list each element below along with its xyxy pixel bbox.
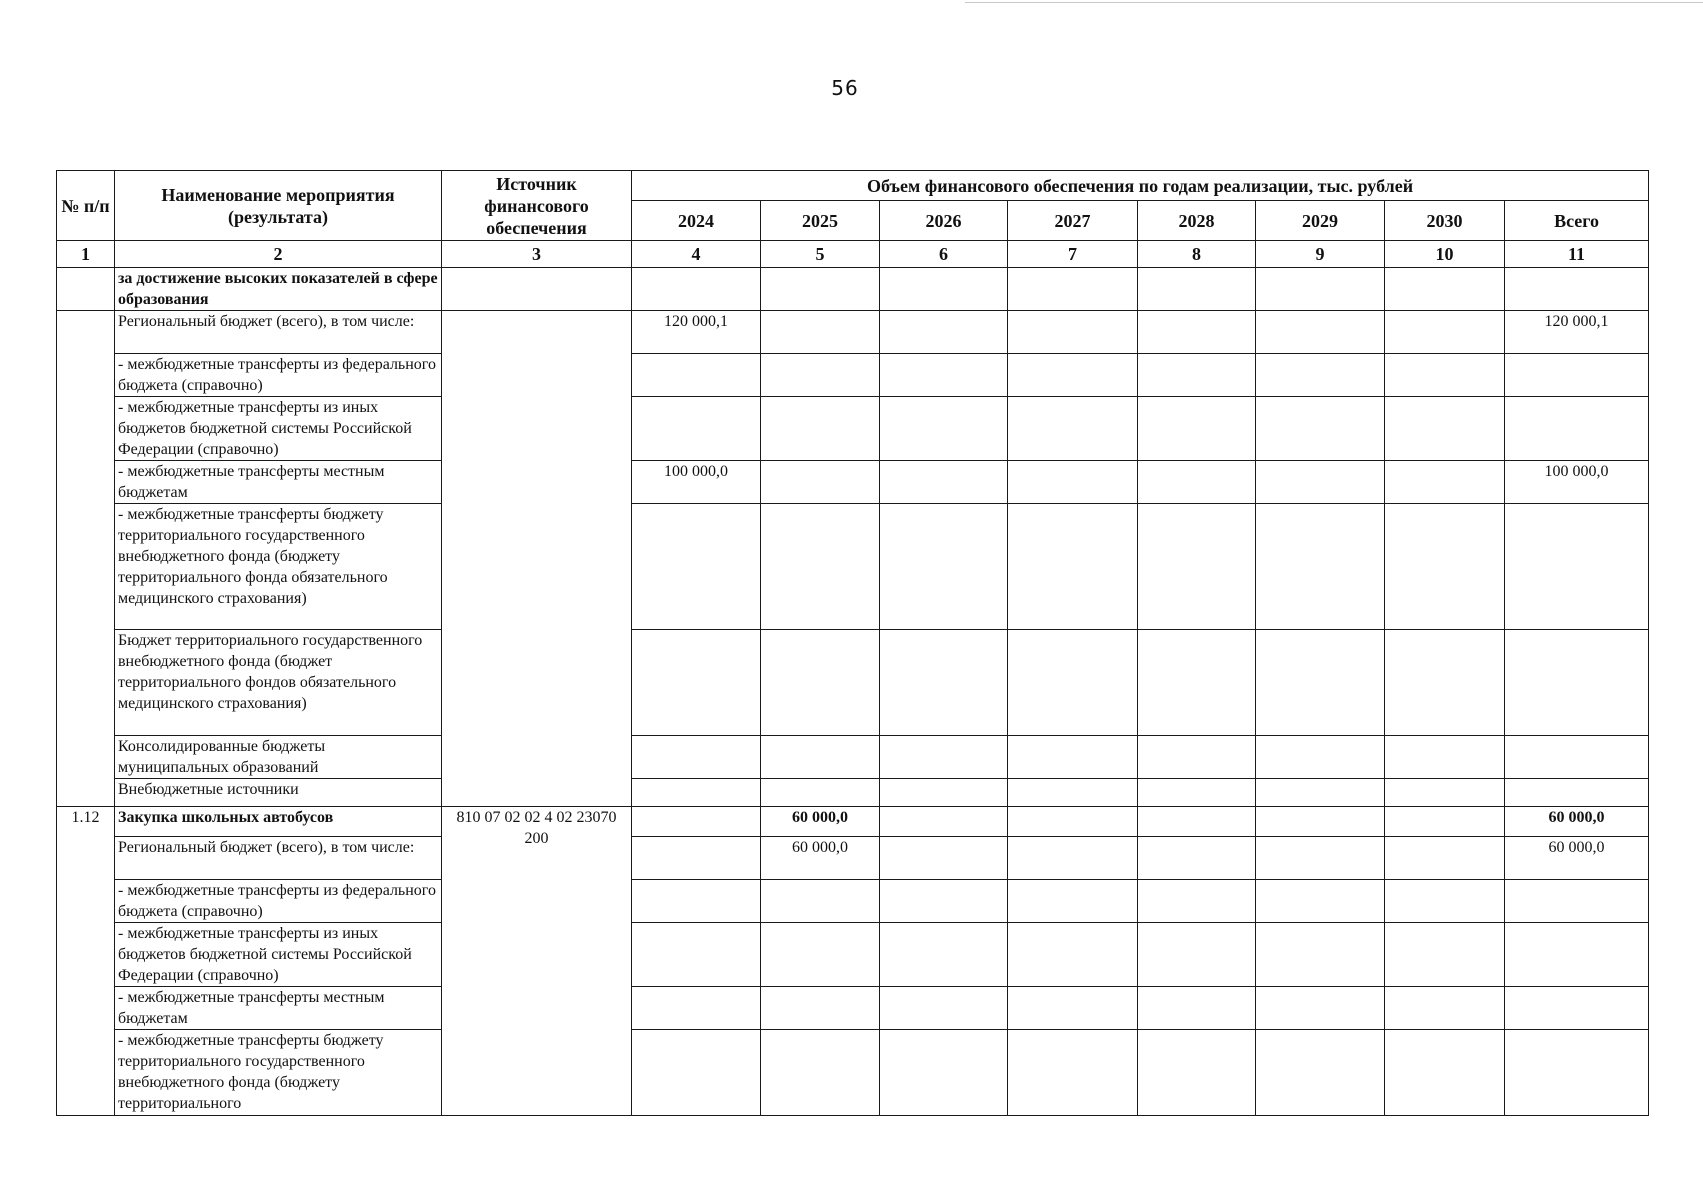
value-total: 60 000,0 — [1505, 807, 1649, 837]
value-total — [1505, 923, 1649, 987]
value-2025 — [761, 504, 880, 630]
value-2025: 60 000,0 — [761, 807, 880, 837]
row-name: - межбюджетные трансферты из федерального бюджета (справочно) — [115, 880, 442, 923]
value-total: 60 000,0 — [1505, 837, 1649, 880]
header-year-2024: 2024 — [632, 201, 761, 241]
row-name: - межбюджетные трансферты из иных бюджетов бюджетной системы Российской Федерации (справочно) — [115, 923, 442, 987]
value-2024: 100 000,0 — [632, 461, 761, 504]
value-total — [1505, 987, 1649, 1030]
table-row — [57, 268, 1649, 311]
column-number: 7 — [1008, 241, 1138, 268]
value-2025 — [761, 987, 880, 1030]
table-row — [57, 461, 1649, 504]
row-name: Региональный бюджет (всего), в том числе: — [115, 311, 442, 354]
value-2024: 120 000,1 — [632, 311, 761, 354]
header-name: Наименование мероприятия (результата) — [115, 171, 442, 241]
value-2025 — [761, 630, 880, 736]
row-name: Закупка школьных автобусов — [115, 807, 442, 837]
header-year-2025: 2025 — [761, 201, 880, 241]
row-name: Региональный бюджет (всего), в том числе: — [115, 837, 442, 880]
table-row — [57, 311, 1649, 354]
column-number: 6 — [880, 241, 1008, 268]
table-row — [57, 779, 1649, 807]
table-row — [57, 880, 1649, 923]
value-2024 — [632, 397, 761, 461]
value-2024 — [632, 736, 761, 779]
financing-table — [56, 170, 1649, 1116]
row-name: - межбюджетные трансферты бюджету территориального государственного внебюджетного фонда (бюджету территориального — [115, 1030, 442, 1116]
value-2025 — [761, 923, 880, 987]
table-row — [57, 504, 1649, 630]
table-row — [57, 807, 1649, 837]
value-total — [1505, 779, 1649, 807]
header-year-2028: 2028 — [1138, 201, 1256, 241]
value-2025 — [761, 311, 880, 354]
column-number: 10 — [1385, 241, 1505, 268]
table-row — [57, 630, 1649, 736]
value-2024 — [632, 1030, 761, 1116]
column-number: 4 — [632, 241, 761, 268]
source-code: 810 07 02 02 4 02 23070 200 — [442, 807, 632, 1116]
row-name: - межбюджетные трансферты из федерального бюджета (справочно) — [115, 354, 442, 397]
column-number-row — [57, 241, 1649, 268]
header-year-2029: 2029 — [1256, 201, 1385, 241]
value-2024 — [632, 880, 761, 923]
column-number: 8 — [1138, 241, 1256, 268]
value-2024 — [632, 504, 761, 630]
row-name: за достижение высоких показателей в сфере образования — [115, 268, 442, 311]
value-2024 — [632, 354, 761, 397]
table-row — [57, 397, 1649, 461]
header-year-2030: 2030 — [1385, 201, 1505, 241]
table-row — [57, 837, 1649, 880]
table-row — [57, 987, 1649, 1030]
value-2024 — [632, 923, 761, 987]
value-2024 — [632, 779, 761, 807]
source-cell — [442, 311, 632, 807]
table-row — [57, 1030, 1649, 1116]
header-source: Источник финансового обеспечения — [442, 171, 632, 241]
row-name: Бюджет территориального государственного внебюджетного фонда (бюджет территориального фондов обязательного медицинского страхования) — [115, 630, 442, 736]
row-name: Консолидированные бюджеты муниципальных образований — [115, 736, 442, 779]
page-number: 56 — [831, 76, 859, 100]
value-total: 100 000,0 — [1505, 461, 1649, 504]
value-total — [1505, 630, 1649, 736]
header-year-2027: 2027 — [1008, 201, 1138, 241]
row-number-cell — [57, 311, 115, 807]
row-name: - межбюджетные трансферты местным бюджетам — [115, 987, 442, 1030]
header-total: Всего — [1505, 201, 1649, 241]
row-number: 1.12 — [57, 807, 115, 1116]
value-2025 — [761, 397, 880, 461]
value-2025 — [761, 880, 880, 923]
value-total — [1505, 504, 1649, 630]
value-total — [1505, 880, 1649, 923]
header-year-2026: 2026 — [880, 201, 1008, 241]
row-name: - межбюджетные трансферты местным бюджетам — [115, 461, 442, 504]
column-number: 11 — [1505, 241, 1649, 268]
column-number: 9 — [1256, 241, 1385, 268]
row-name: - межбюджетные трансферты из иных бюджетов бюджетной системы Российской Федерации (справочно) — [115, 397, 442, 461]
value-total — [1505, 736, 1649, 779]
value-2024 — [632, 630, 761, 736]
value-2025 — [761, 736, 880, 779]
scan-border-line — [965, 2, 1703, 3]
table-row — [57, 736, 1649, 779]
value-2024 — [632, 837, 761, 880]
value-2025 — [761, 1030, 880, 1116]
value-total — [1505, 1030, 1649, 1116]
value-total — [1505, 397, 1649, 461]
value-2025 — [761, 461, 880, 504]
header-volume: Объем финансового обеспечения по годам реализации, тыс. рублей — [632, 171, 1649, 201]
value-2024 — [632, 987, 761, 1030]
row-name: - межбюджетные трансферты бюджету территориального государственного внебюджетного фонда (бюджету территориального фонда обязательного медицинского страхования) — [115, 504, 442, 630]
table-row — [57, 923, 1649, 987]
column-number: 2 — [115, 241, 442, 268]
value-2024 — [632, 807, 761, 837]
value-2025 — [761, 354, 880, 397]
column-number: 1 — [57, 241, 115, 268]
header-num: № п/п — [57, 171, 115, 241]
column-number: 3 — [442, 241, 632, 268]
value-2025 — [761, 779, 880, 807]
column-number: 5 — [761, 241, 880, 268]
value-2025: 60 000,0 — [761, 837, 880, 880]
value-total — [1505, 354, 1649, 397]
row-name: Внебюджетные источники — [115, 779, 442, 807]
value-total: 120 000,1 — [1505, 311, 1649, 354]
table-row — [57, 354, 1649, 397]
